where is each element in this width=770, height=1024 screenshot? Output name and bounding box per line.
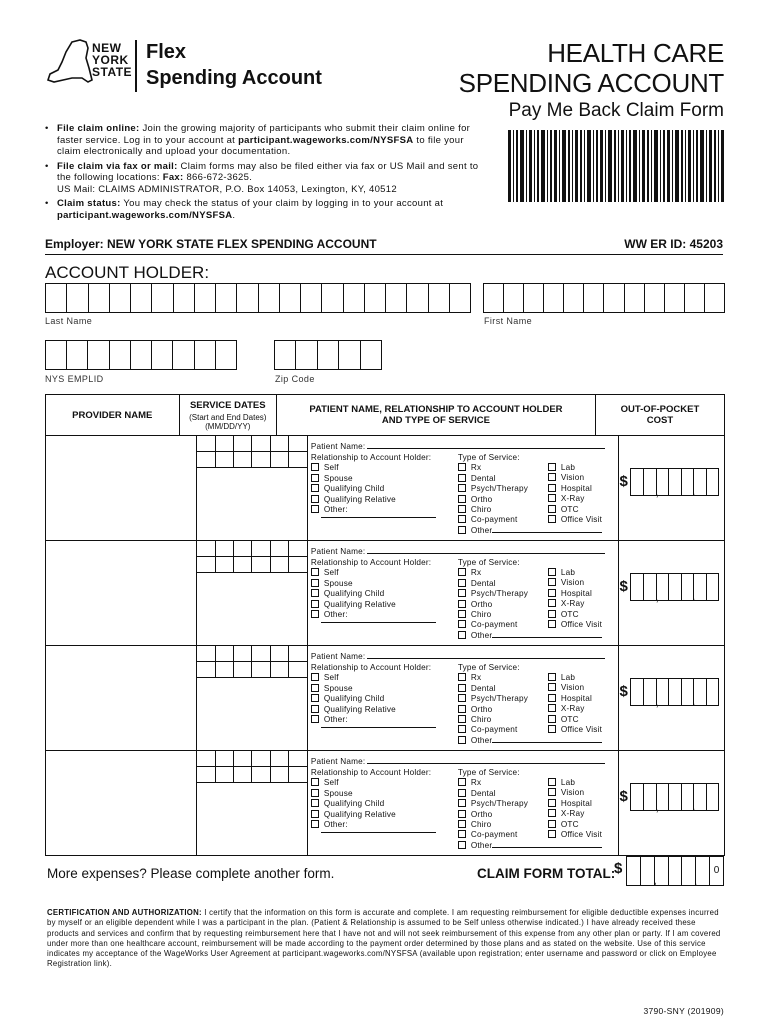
checkbox[interactable] [311, 715, 319, 723]
checkbox[interactable] [458, 810, 466, 818]
service-co-payment-checkbox[interactable]: Co-payment [458, 515, 602, 525]
checkbox[interactable] [548, 778, 556, 786]
checkbox[interactable] [311, 484, 319, 492]
checkbox[interactable] [458, 799, 466, 807]
checkbox[interactable] [458, 778, 466, 786]
service-type-group-2 [548, 778, 602, 840]
checkbox[interactable] [458, 589, 466, 597]
last-name-label: Last Name [45, 316, 93, 326]
service-otc-checkbox[interactable]: OTC [548, 610, 602, 620]
relationship-qualifying-relative-checkbox[interactable]: Qualifying Relative [311, 495, 436, 505]
checkbox[interactable] [548, 494, 556, 502]
checkbox[interactable] [458, 495, 466, 503]
checkbox[interactable] [548, 715, 556, 723]
service-type-group-2 [548, 463, 602, 525]
checkbox[interactable] [548, 463, 556, 471]
dollar-sign: $ [619, 578, 628, 595]
checkbox[interactable] [548, 578, 556, 586]
service-hospital-checkbox[interactable]: Hospital [548, 694, 602, 704]
claim-row [46, 436, 724, 541]
first-name-label: First Name [484, 316, 533, 326]
service-otc-checkbox[interactable]: OTC [548, 715, 602, 725]
patient-name-input[interactable] [367, 448, 605, 449]
service-office-visit-checkbox[interactable]: Office Visit [548, 620, 602, 630]
service-rx-checkbox[interactable]: Rx [458, 673, 602, 683]
zip-code-label: Zip Code [275, 374, 315, 384]
service-type-group: Type of Service: Rx Dental Psych/Therapy Ortho Chiro Co-payment Other [458, 558, 602, 641]
instruction-status: • Claim status: You may check the status of your claim by logging in to your account at participant.wageworks.com/NYSFSA. [45, 198, 485, 221]
checkbox[interactable] [548, 505, 556, 513]
logo-divider [135, 40, 137, 92]
checkbox[interactable] [548, 568, 556, 576]
form-title: HEALTH CARE SPENDING ACCOUNT [458, 38, 724, 98]
cost-cell [619, 436, 724, 540]
service-ortho-checkbox[interactable]: Ortho [458, 600, 602, 610]
checkbox[interactable] [548, 673, 556, 681]
certification-text: CERTIFICATION AND AUTHORIZATION: I certify that the information on this form is accurate and complete. I am requesting reimbursement for eligible deductible expenses incurred by myself or an eligible dependent while I was a participant in the plan. (Patient & Relationship is assumed to be Self unless otherwise indicated.) I have already received these products and services and confirm that by requesting reimbursement here that I have not and will not seek reimbursement of this expense from any other plan or party. If I am covered under more than one healthcare account, reimbursement will be made according to the payment order determined by those plans and as stated on the website. Use of this service indicates my acceptance of the WageWorks User Agreement at participant.wageworks.com/NYSFSA (available upon registration; enter username and password or click on Employee Registration link). [47, 908, 721, 969]
other-service-input[interactable] [492, 742, 602, 743]
service-psych-therapy-checkbox[interactable]: Psych/Therapy [458, 799, 602, 809]
relationship-spouse-checkbox[interactable]: Spouse [311, 474, 436, 484]
service-lab-checkbox[interactable]: Lab [548, 463, 602, 473]
relationship-qualifying-relative-checkbox[interactable]: Qualifying Relative [311, 705, 436, 715]
checkbox[interactable] [458, 841, 466, 849]
checkbox[interactable] [311, 474, 319, 482]
more-expenses-note: More expenses? Please complete another form. [47, 866, 335, 881]
cost-input[interactable] [630, 678, 719, 706]
service-psych-therapy-checkbox[interactable]: Psych/Therapy [458, 484, 602, 494]
checkbox[interactable] [458, 631, 466, 639]
relationship-self-checkbox[interactable]: Self [311, 568, 436, 578]
checkbox[interactable] [458, 610, 466, 618]
relationship-other-checkbox[interactable]: Other: [311, 610, 436, 620]
checkbox[interactable] [458, 673, 466, 681]
patient-info: Patient Name: Relationship to Account Holder: Self Spouse Qualifying Child Qualifying Relative Other: Type of Service: Rx Dental Psych/Therapy Ortho Chiro Co-payment Other Lab Vision Hospital X-Ray OTC Office Visit [308, 541, 620, 645]
checkbox[interactable] [548, 589, 556, 597]
total-dollar-sign: $ [614, 860, 623, 877]
relationship-other-input[interactable] [321, 727, 436, 728]
service-other-checkbox[interactable]: Other [458, 631, 602, 641]
cost-cell [619, 541, 724, 645]
service-hospital-checkbox[interactable]: Hospital [548, 484, 602, 494]
provider-name-input[interactable] [46, 436, 197, 540]
relationship-qualifying-relative-checkbox[interactable]: Qualifying Relative [311, 810, 436, 820]
checkbox[interactable] [458, 684, 466, 692]
col-provider: PROVIDER NAME [46, 395, 180, 435]
employer-label: Employer: NEW YORK STATE FLEX SPENDING ACCOUNT [45, 237, 377, 251]
dollar-sign: $ [619, 473, 628, 490]
relationship-group: Relationship to Account Holder: Self Spouse Qualifying Child Qualifying Relative Other: [311, 453, 436, 518]
service-rx-checkbox[interactable]: Rx [458, 778, 602, 788]
service-x-ray-checkbox[interactable]: X-Ray [548, 704, 602, 714]
claim-row [46, 751, 724, 855]
dollar-sign: $ [619, 788, 628, 805]
relationship-qualifying-child-checkbox[interactable]: Qualifying Child [311, 589, 436, 599]
service-type-group: Type of Service: Rx Dental Psych/Therapy Ortho Chiro Co-payment Other [458, 663, 602, 746]
checkbox[interactable] [458, 484, 466, 492]
relationship-qualifying-child-checkbox[interactable]: Qualifying Child [311, 484, 436, 494]
relationship-other-checkbox[interactable]: Other: [311, 715, 436, 725]
checkbox[interactable] [311, 579, 319, 587]
logo-brand-spending: Spending Account [146, 67, 322, 89]
checkbox[interactable] [311, 600, 319, 608]
relationship-spouse-checkbox[interactable]: Spouse [311, 684, 436, 694]
service-ortho-checkbox[interactable]: Ortho [458, 495, 602, 505]
service-lab-checkbox[interactable]: Lab [548, 568, 602, 578]
service-dates-input[interactable] [197, 751, 308, 855]
cost-cell [619, 646, 724, 750]
relationship-spouse-checkbox[interactable]: Spouse [311, 579, 436, 589]
checkbox[interactable] [458, 715, 466, 723]
form-subtitle: Pay Me Back Claim Form [508, 100, 724, 121]
checkbox[interactable] [548, 704, 556, 712]
zip-code-input[interactable] [274, 340, 382, 370]
checkbox[interactable] [458, 505, 466, 513]
relationship-group: Relationship to Account Holder: Self Spouse Qualifying Child Qualifying Relative Other: [311, 768, 436, 833]
checkbox[interactable] [548, 799, 556, 807]
service-dates-input[interactable] [197, 646, 308, 750]
claim-total-value: 0 [713, 865, 720, 876]
checkbox[interactable] [548, 484, 556, 492]
service-other-checkbox[interactable]: Other [458, 736, 602, 746]
checkbox[interactable] [458, 579, 466, 587]
service-x-ray-checkbox[interactable]: X-Ray [548, 494, 602, 504]
relationship-group: Relationship to Account Holder: Self Spouse Qualifying Child Qualifying Relative Other: [311, 558, 436, 623]
service-rx-checkbox[interactable]: Rx [458, 568, 602, 578]
service-dates-input[interactable] [197, 541, 308, 645]
col-patient: PATIENT NAME, RELATIONSHIP TO ACCOUNT HOLDER AND TYPE OF SERVICE [277, 395, 596, 435]
service-type-group-2 [548, 568, 602, 630]
checkbox[interactable] [458, 705, 466, 713]
checkbox[interactable] [548, 809, 556, 817]
service-type-group-2 [548, 673, 602, 735]
service-lab-checkbox[interactable]: Lab [548, 778, 602, 788]
patient-info: Patient Name: Relationship to Account Holder: Self Spouse Qualifying Child Qualifying Relative Other: Type of Service: Rx Dental Psych/Therapy Ortho Chiro Co-payment Other Lab Vision Hospital X-Ray OTC Office Visit [308, 646, 620, 750]
service-co-payment-checkbox[interactable]: Co-payment [458, 725, 602, 735]
checkbox[interactable] [548, 610, 556, 618]
service-vision-checkbox[interactable]: Vision [548, 788, 602, 798]
checkbox[interactable] [548, 515, 556, 523]
service-lab-checkbox[interactable]: Lab [548, 673, 602, 683]
other-service-input[interactable] [492, 847, 602, 848]
checkbox[interactable] [311, 799, 319, 807]
service-office-visit-checkbox[interactable]: Office Visit [548, 515, 602, 525]
checkbox[interactable] [458, 568, 466, 576]
service-co-payment-checkbox[interactable]: Co-payment [458, 830, 602, 840]
emplid-input[interactable] [45, 340, 237, 370]
patient-info: Patient Name: Relationship to Account Holder: Self Spouse Qualifying Child Qualifying Relative Other: Type of Service: Rx Dental Psych/Therapy Ortho Chiro Co-payment Other Lab Vision Hospital X-Ray OTC Office Visit [308, 436, 620, 540]
service-type-group: Type of Service: Rx Dental Psych/Therapy Ortho Chiro Co-payment Other [458, 768, 602, 851]
service-dental-checkbox[interactable]: Dental [458, 474, 602, 484]
relationship-other-checkbox[interactable]: Other: [311, 505, 436, 515]
provider-name-input[interactable] [46, 646, 197, 750]
service-type-group: Type of Service: Rx Dental Psych/Therapy Ortho Chiro Co-payment Other [458, 453, 602, 536]
checkbox[interactable] [458, 820, 466, 828]
service-hospital-checkbox[interactable]: Hospital [548, 589, 602, 599]
service-dental-checkbox[interactable]: Dental [458, 789, 602, 799]
checkbox[interactable] [311, 705, 319, 713]
relationship-self-checkbox[interactable]: Self [311, 463, 436, 473]
checkbox[interactable] [458, 620, 466, 628]
service-x-ray-checkbox[interactable]: X-Ray [548, 809, 602, 819]
checkbox[interactable] [311, 610, 319, 618]
service-ortho-checkbox[interactable]: Ortho [458, 810, 602, 820]
checkbox[interactable] [458, 736, 466, 744]
claim-row [46, 646, 724, 751]
service-office-visit-checkbox[interactable]: Office Visit [548, 725, 602, 735]
relationship-self-checkbox[interactable]: Self [311, 673, 436, 683]
claims-table-header [46, 395, 724, 436]
checkbox[interactable] [311, 694, 319, 702]
account-holder-heading: ACCOUNT HOLDER: [45, 263, 210, 282]
service-vision-checkbox[interactable]: Vision [548, 578, 602, 588]
checkbox[interactable] [311, 589, 319, 597]
patient-name-input[interactable] [367, 553, 605, 554]
cost-cell [619, 751, 724, 855]
logo-state-name: NEW YORK STATE [92, 41, 133, 79]
status-url-link[interactable]: participant.wageworks.com/NYSFSA [57, 209, 233, 221]
patient-info: Patient Name: Relationship to Account Holder: Self Spouse Qualifying Child Qualifying Relative Other: Type of Service: Rx Dental Psych/Therapy Ortho Chiro Co-payment Other Lab Vision Hospital X-Ray OTC Office Visit [308, 751, 620, 855]
service-dental-checkbox[interactable]: Dental [458, 579, 602, 589]
service-other-checkbox[interactable]: Other [458, 526, 602, 536]
relationship-qualifying-child-checkbox[interactable]: Qualifying Child [311, 799, 436, 809]
other-service-input[interactable] [492, 637, 602, 638]
checkbox[interactable] [548, 830, 556, 838]
cost-input[interactable] [630, 573, 719, 601]
relationship-self-checkbox[interactable]: Self [311, 778, 436, 788]
relationship-other-checkbox[interactable]: Other: [311, 820, 436, 830]
relationship-qualifying-relative-checkbox[interactable]: Qualifying Relative [311, 600, 436, 610]
cost-input[interactable] [630, 468, 719, 496]
service-dental-checkbox[interactable]: Dental [458, 684, 602, 694]
provider-name-input[interactable] [46, 541, 197, 645]
service-other-checkbox[interactable]: Other [458, 841, 602, 851]
claim-total-label: CLAIM FORM TOTAL: [477, 866, 616, 881]
service-office-visit-checkbox[interactable]: Office Visit [548, 830, 602, 840]
checkbox[interactable] [458, 600, 466, 608]
checkbox[interactable] [548, 599, 556, 607]
checkbox[interactable] [458, 694, 466, 702]
other-service-input[interactable] [492, 532, 602, 533]
checkbox[interactable] [311, 778, 319, 786]
emplid-label: NYS EMPLID [45, 374, 104, 384]
checkbox[interactable] [311, 820, 319, 828]
relationship-other-input[interactable] [321, 622, 436, 623]
checkbox[interactable] [548, 820, 556, 828]
checkbox[interactable] [548, 473, 556, 481]
checkbox[interactable] [458, 830, 466, 838]
checkbox[interactable] [548, 725, 556, 733]
service-vision-checkbox[interactable]: Vision [548, 683, 602, 693]
relationship-other-input[interactable] [321, 832, 436, 833]
service-chiro-checkbox[interactable]: Chiro [458, 715, 602, 725]
checkbox[interactable] [458, 725, 466, 733]
checkbox[interactable] [548, 788, 556, 796]
service-co-payment-checkbox[interactable]: Co-payment [458, 620, 602, 630]
service-chiro-checkbox[interactable]: Chiro [458, 610, 602, 620]
form-number: 3790-SNY (201909) [643, 1006, 724, 1016]
dollar-sign: $ [619, 683, 628, 700]
service-vision-checkbox[interactable]: Vision [548, 473, 602, 483]
service-psych-therapy-checkbox[interactable]: Psych/Therapy [458, 694, 602, 704]
service-hospital-checkbox[interactable]: Hospital [548, 799, 602, 809]
checkbox[interactable] [311, 568, 319, 576]
new-york-state-map-icon [42, 38, 94, 90]
claims-table [45, 394, 725, 856]
patient-name-input[interactable] [367, 763, 605, 764]
checkbox[interactable] [458, 526, 466, 534]
checkbox[interactable] [548, 620, 556, 628]
checkbox[interactable] [311, 463, 319, 471]
checkbox[interactable] [458, 515, 466, 523]
online-url-link[interactable]: participant.wageworks.com/NYSFSA [238, 134, 414, 146]
checkbox[interactable] [548, 694, 556, 702]
relationship-qualifying-child-checkbox[interactable]: Qualifying Child [311, 694, 436, 704]
instruction-online: • File claim online: Join the growing majority of participants who submit their claim online for faster service. Log in to your account at participant.wageworks.com/NYSFSA to file your claim electronically and upload your documentation. [45, 123, 485, 158]
first-name-input[interactable] [483, 283, 725, 313]
service-dates-input[interactable] [197, 436, 308, 540]
employer-row [45, 234, 723, 255]
checkbox[interactable] [311, 810, 319, 818]
checkbox[interactable] [311, 684, 319, 692]
relationship-spouse-checkbox[interactable]: Spouse [311, 789, 436, 799]
claim-total-input[interactable] [626, 856, 724, 886]
service-ortho-checkbox[interactable]: Ortho [458, 705, 602, 715]
service-chiro-checkbox[interactable]: Chiro [458, 820, 602, 830]
checkbox[interactable] [458, 789, 466, 797]
barcode-icon [508, 130, 724, 202]
relationship-other-input[interactable] [321, 517, 436, 518]
instructions [45, 123, 485, 224]
checkbox[interactable] [311, 495, 319, 503]
checkbox[interactable] [311, 789, 319, 797]
employer-id: WW ER ID: 45203 [624, 237, 723, 251]
service-psych-therapy-checkbox[interactable]: Psych/Therapy [458, 589, 602, 599]
checkbox[interactable] [311, 673, 319, 681]
checkbox[interactable] [311, 505, 319, 513]
col-service-dates: SERVICE DATES (Start and End Dates) (MM/DD/YY) [180, 395, 278, 435]
claim-row [46, 541, 724, 646]
checkbox[interactable] [548, 683, 556, 691]
last-name-input[interactable] [45, 283, 471, 313]
instruction-fax-mail: • File claim via fax or mail: Claim forms may also be filed either via fax or US Mail and sent to the following locations: Fax: 866-672-3625. US Mail: CLAIMS ADMINISTRATOR, P.O. Box 14053, Lexington, KY, 40512 [45, 161, 485, 196]
cost-input[interactable] [630, 783, 719, 811]
provider-name-input[interactable] [46, 751, 197, 855]
service-chiro-checkbox[interactable]: Chiro [458, 505, 602, 515]
col-cost: OUT-OF-POCKET COST [620, 404, 700, 426]
service-otc-checkbox[interactable]: OTC [548, 505, 602, 515]
service-rx-checkbox[interactable]: Rx [458, 463, 602, 473]
relationship-group: Relationship to Account Holder: Self Spouse Qualifying Child Qualifying Relative Other: [311, 663, 436, 728]
logo-brand-flex: Flex [146, 41, 187, 63]
patient-name-input[interactable] [367, 658, 605, 659]
service-x-ray-checkbox[interactable]: X-Ray [548, 599, 602, 609]
checkbox[interactable] [458, 463, 466, 471]
checkbox[interactable] [458, 474, 466, 482]
service-otc-checkbox[interactable]: OTC [548, 820, 602, 830]
